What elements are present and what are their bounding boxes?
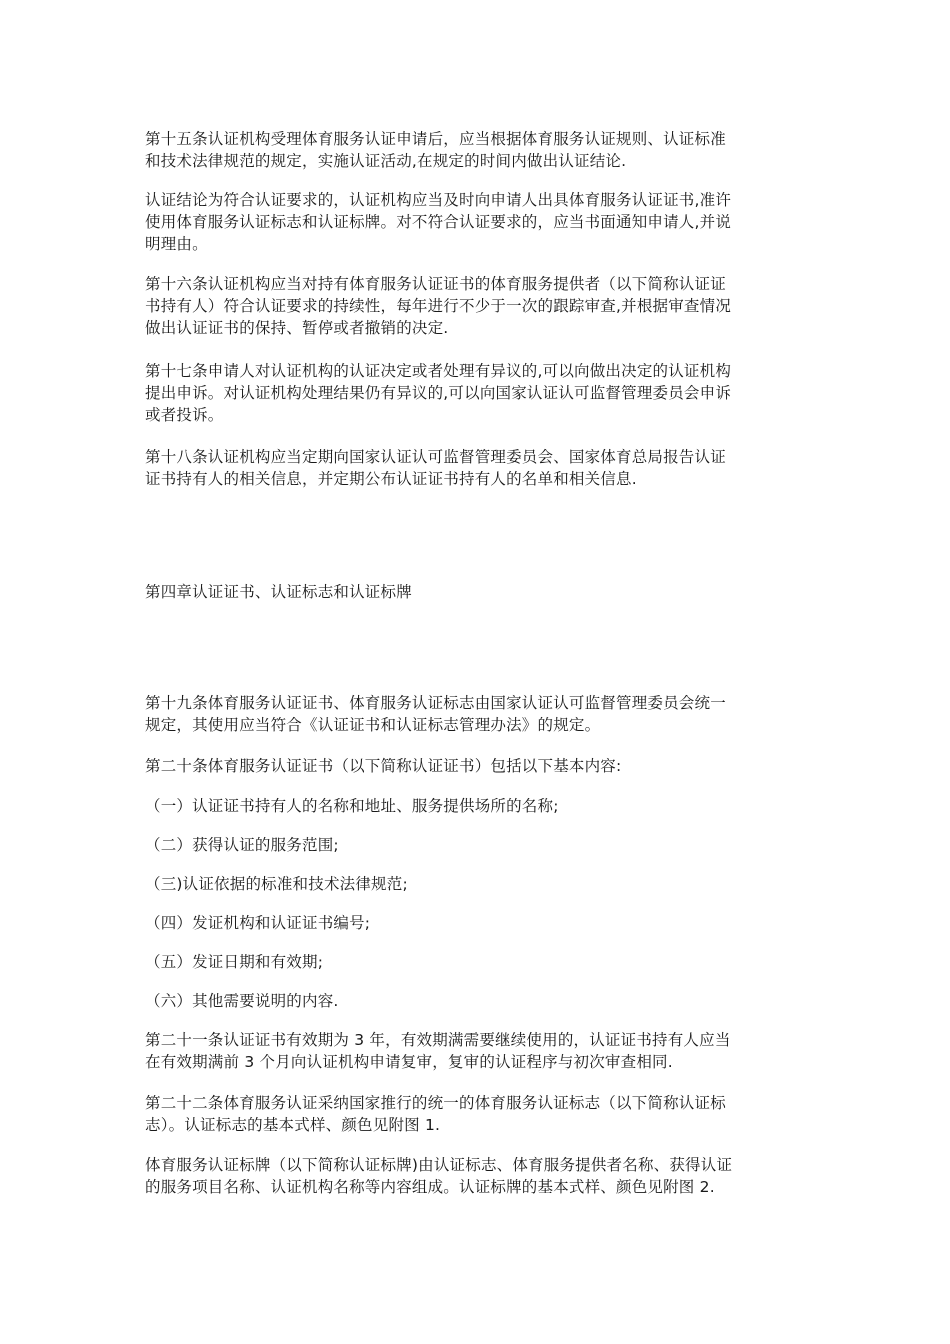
list-item-6: （六）其他需要说明的内容. [145, 992, 339, 1010]
text-line: 第十九条体育服务认证证书、体育服务认证标志由国家认证认可监督管理委员会统一 [145, 694, 726, 712]
text-line: 规定，其使用应当符合《认证证书和认证标志管理办法》的规定。 [145, 716, 601, 734]
list-item-4: （四）发证机构和认证证书编号; [145, 914, 371, 932]
text-line: 第十五条认证机构受理体育服务认证申请后，应当根据体育服务认证规则、认证标准 [145, 130, 726, 148]
article-20-paragraph: 第二十条体育服务认证证书（以下简称认证证书）包括以下基本内容: [145, 757, 622, 775]
article-21-paragraph [145, 1029, 805, 1073]
certificate-issuance-paragraph [145, 189, 805, 255]
article-18-paragraph [145, 446, 805, 490]
text-line: 第十六条认证机构应当对持有体育服务认证证书的体育服务提供者（以下简称认证证 [145, 275, 726, 293]
text-line: 志）。认证标志的基本式样、颜色见附图 1. [145, 1116, 441, 1134]
list-item-1: （一）认证证书持有人的名称和地址、服务提供场所的名称; [145, 797, 559, 815]
article-15-paragraph [145, 128, 805, 172]
text-line: 和技术法律规范的规定，实施认证活动,在规定的时间内做出认证结论. [145, 152, 627, 170]
text-line: 第二十二条体育服务认证采纳国家推行的统一的体育服务认证标志（以下简称认证标 [145, 1094, 726, 1112]
text-line: 在有效期满前 3 个月向认证机构申请复审，复审的认证程序与初次审查相同. [145, 1053, 673, 1071]
list-item-5: （五）发证日期和有效期; [145, 953, 324, 971]
list-item-3: （三)认证依据的标准和技术法律规范; [145, 875, 408, 893]
text-line: 认证结论为符合认证要求的，认证机构应当及时向申请人出具体育服务认证证书,准许 [145, 191, 732, 209]
list-item-2: （二）获得认证的服务范围; [145, 836, 339, 854]
text-line: 第十七条申请人对认证机构的认证决定或者处理有异议的,可以向做出决定的认证机构 [145, 362, 732, 380]
article-17-paragraph [145, 360, 805, 426]
certification-plaque-paragraph [145, 1154, 805, 1198]
text-line: 的服务项目名称、认证机构名称等内容组成。认证标牌的基本式样、颜色见附图 2. [145, 1178, 715, 1196]
article-22-paragraph [145, 1092, 805, 1136]
text-line: 提出申诉。对认证机构处理结果仍有异议的,可以向国家认证认可监督管理委员会申诉 [145, 384, 732, 402]
text-line: 明理由。 [145, 235, 208, 253]
chapter-heading: 第四章认证证书、认证标志和认证标牌 [145, 583, 412, 601]
text-line: 体育服务认证标牌（以下简称认证标牌)由认证标志、体育服务提供者名称、获得认证 [145, 1156, 733, 1174]
text-line: 第二十一条认证证书有效期为 3 年，有效期满需要继续使用的，认证证书持有人应当 [145, 1031, 731, 1049]
text-line: 第十八条认证机构应当定期向国家认证认可监督管理委员会、国家体育总局报告认证 [145, 448, 726, 466]
text-line: 或者投诉。 [145, 406, 224, 424]
article-16-paragraph [145, 273, 805, 339]
article-19-paragraph [145, 692, 805, 736]
text-line: 书持有人）符合认证要求的持续性，每年进行不少于一次的跟踪审查,并根据审查情况 [145, 297, 732, 315]
text-line: 证书持有人的相关信息，并定期公布认证证书持有人的名单和相关信息. [145, 470, 637, 488]
text-line: 使用体育服务认证标志和认证标牌。对不符合认证要求的，应当书面通知申请人,并说 [145, 213, 732, 231]
text-line: 做出认证证书的保持、暂停或者撤销的决定. [145, 319, 449, 337]
